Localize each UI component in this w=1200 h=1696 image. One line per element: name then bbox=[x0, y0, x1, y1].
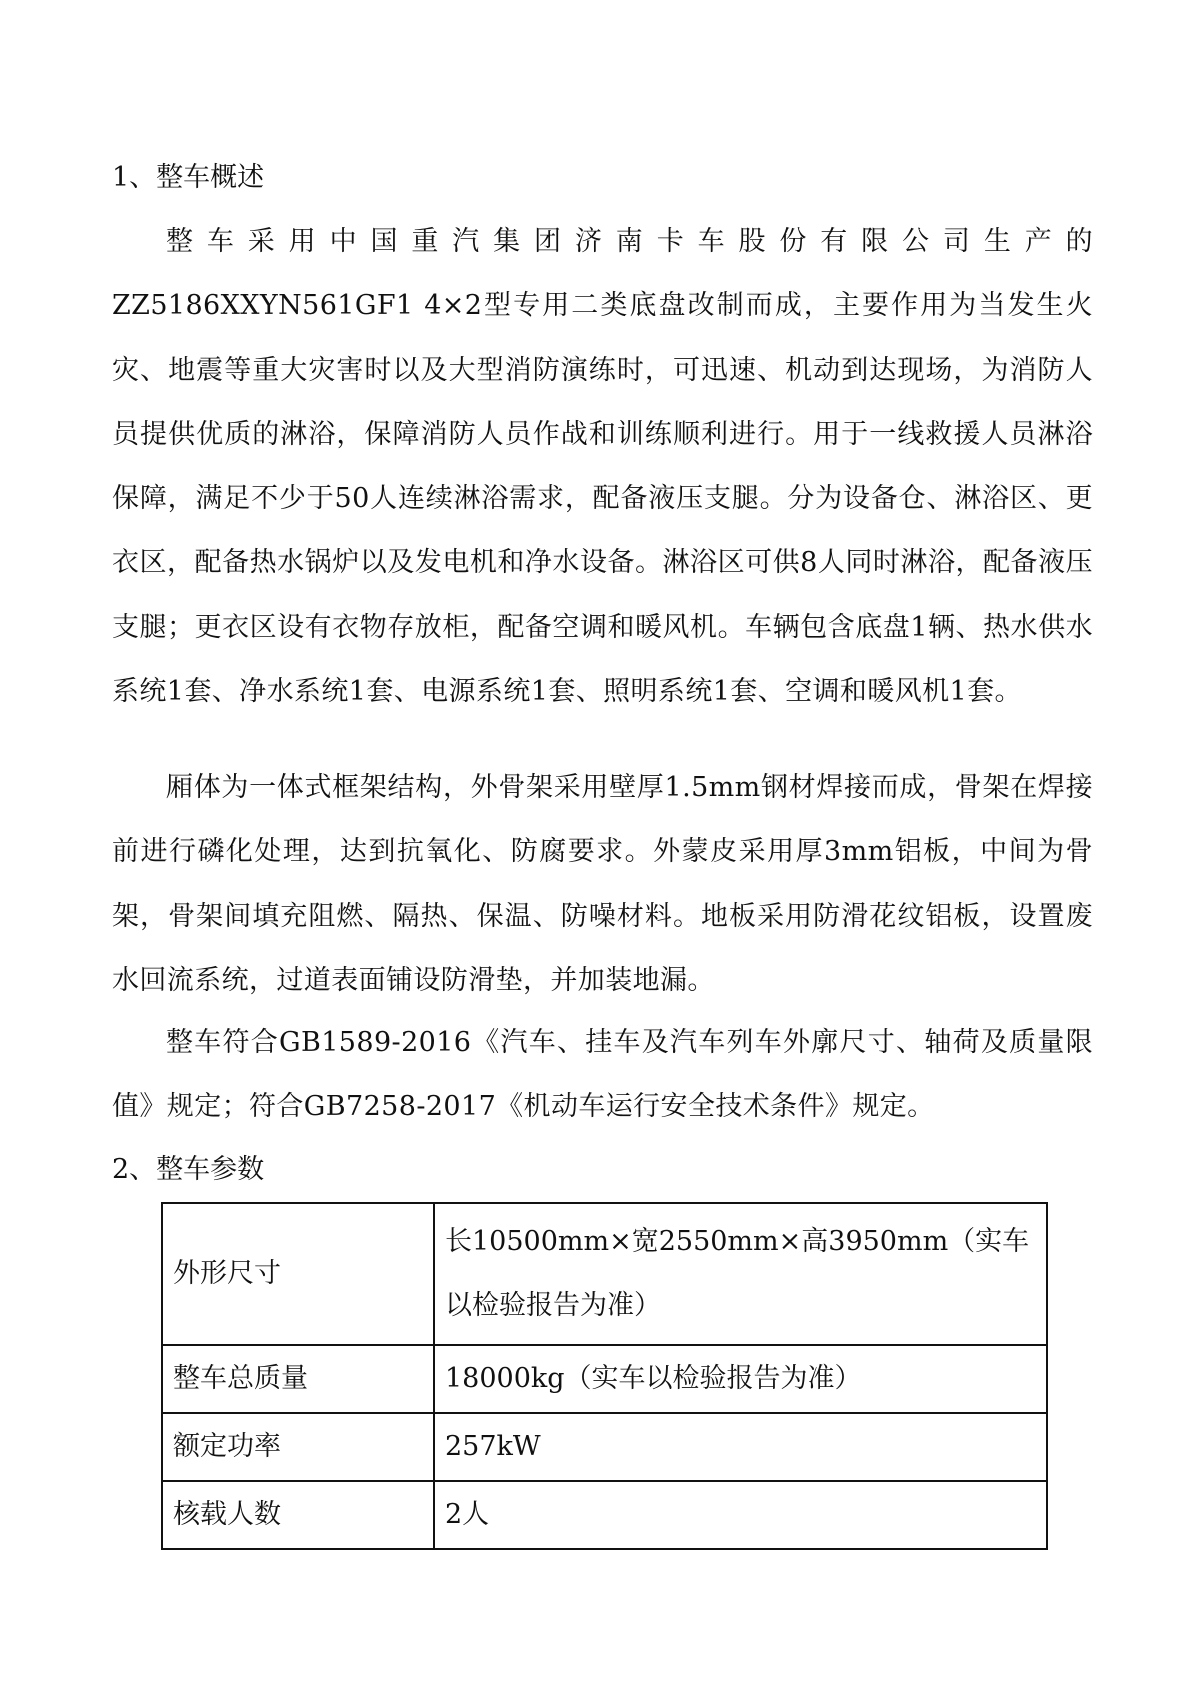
param-label: 整车总质量 bbox=[162, 1345, 434, 1413]
table-row bbox=[162, 1203, 1047, 1345]
param-value: 2人 bbox=[434, 1481, 1047, 1549]
vehicle-parameters-table bbox=[161, 1202, 1048, 1550]
table-row bbox=[162, 1413, 1047, 1481]
overview-paragraph-2: 厢体为一体式框架结构，外骨架采用壁厚1.5mm钢材焊接而成，骨架在焊接前进行磷化处理，达到抗氧化、防腐要求。外蒙皮采用厚3mm铝板，中间为骨架，骨架间填充阻燃、隔热、保温、防噪材料。地板采用防滑花纹铝板，设置废水回流系统，过道表面铺设防滑垫，并加装地漏。 bbox=[112, 772, 1093, 996]
section-1-heading: 1、整车概述 bbox=[112, 162, 265, 193]
overview-paragraph-1: 整车采用中国重汽集团济南卡车股份有限公司生产的ZZ5186XXYN561GF1 4×2型专用二类底盘改制而成，主要作用为当发生火灾、地震等重大灾害时以及大型消防演练时，可迅速、机动到达现场，为消防人员提供优质的淋浴，保障消防人员作战和训练顺利进行。用于一线救援人员淋浴保障，满足不少于50人连续淋浴需求，配备液压支腿。分为设备仓、淋浴区、更衣区，配备热水锅炉以及发电机和净水设备。淋浴区可供8人同时淋浴，配备液压支腿；更衣区设有衣物存放柜，配备空调和暖风机。车辆包含底盘1辆、热水供水系统1套、净水系统1套、电源系统1套、照明系统1套、空调和暖风机1套。 bbox=[112, 226, 1093, 708]
table-row bbox=[162, 1345, 1047, 1413]
param-value: 长10500mm×宽2550mm×高3950mm（实车以检验报告为准） bbox=[434, 1203, 1047, 1345]
table-row bbox=[162, 1481, 1047, 1549]
param-value: 18000kg（实车以检验报告为准） bbox=[434, 1345, 1047, 1413]
param-label: 额定功率 bbox=[162, 1413, 434, 1481]
param-label: 外形尺寸 bbox=[162, 1203, 434, 1345]
param-value: 257kW bbox=[434, 1413, 1047, 1481]
param-label: 核载人数 bbox=[162, 1481, 434, 1549]
section-2-heading: 2、整车参数 bbox=[112, 1154, 265, 1185]
overview-paragraph-3: 整车符合GB1589-2016《汽车、挂车及汽车列车外廓尺寸、轴荷及质量限值》规定；符合GB7258-2017《机动车运行安全技术条件》规定。 bbox=[112, 1027, 1093, 1123]
